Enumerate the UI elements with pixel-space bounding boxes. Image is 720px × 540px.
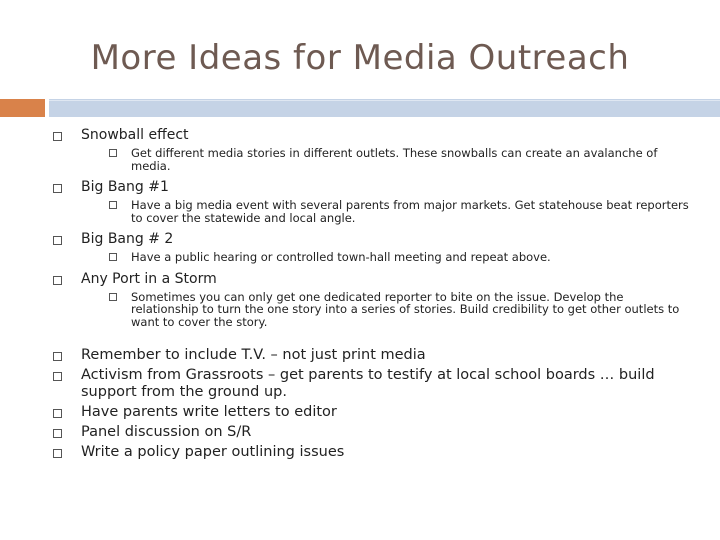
bullet-text: Big Bang #1 bbox=[81, 179, 169, 195]
sub-bullet-big-bang-2 bbox=[106, 251, 692, 264]
sub-bullet-text: Sometimes you can only get one dedicated reporter to bite on the issue. Develop the relationship to turn the one story into a series of stories. Build credibility to get other outlets to want to cover the story. bbox=[131, 289, 680, 329]
square-bullet-icon bbox=[53, 132, 62, 141]
bullet-text: Activism from Grassroots – get parents to testify at local school boards … build support from the ground up. bbox=[81, 367, 655, 400]
sub-bullet-snowball bbox=[106, 147, 692, 172]
slide-body bbox=[52, 125, 692, 461]
sub-bullet-text: Get different media stories in different outlets. These snowballs can create an avalanche of media. bbox=[131, 146, 658, 173]
bullet-text: Snowball effect bbox=[81, 127, 189, 143]
square-bullet-icon bbox=[109, 201, 117, 209]
slide-title: More Ideas for Media Outreach bbox=[90, 38, 630, 78]
title-divider-highlight bbox=[49, 100, 720, 101]
bullet-text: Any Port in a Storm bbox=[81, 270, 217, 287]
bullet-text: Remember to include T.V. – not just print media bbox=[81, 347, 426, 363]
bullet-text: Write a policy paper outlining issues bbox=[81, 444, 345, 460]
sub-bullet-any-port bbox=[106, 291, 692, 329]
square-bullet-icon bbox=[109, 149, 117, 157]
square-bullet-icon bbox=[53, 276, 62, 285]
bullet-include-tv bbox=[52, 347, 692, 364]
square-bullet-icon bbox=[53, 184, 62, 193]
title-accent-bar bbox=[0, 99, 45, 117]
bullet-big-bang-1 bbox=[52, 179, 692, 195]
sub-bullet-text: Have a big media event with several parents from major markets. Get statehouse beat reporters to cover the statewide and local angle. bbox=[131, 198, 689, 225]
bullet-text: Have parents write letters to editor bbox=[81, 404, 337, 420]
bullet-policy-paper bbox=[52, 444, 692, 461]
square-bullet-icon bbox=[53, 352, 62, 361]
sub-bullet-big-bang-1 bbox=[106, 199, 692, 224]
bullet-any-port-in-a-storm bbox=[52, 271, 692, 287]
bullet-text: Big Bang # 2 bbox=[81, 231, 174, 247]
title-divider-bar bbox=[49, 99, 720, 117]
bullet-letters-to-editor bbox=[52, 404, 692, 421]
bullet-panel-discussion bbox=[52, 424, 692, 441]
square-bullet-icon bbox=[53, 236, 62, 245]
bullet-text: Panel discussion on S/R bbox=[81, 424, 252, 440]
square-bullet-icon bbox=[53, 409, 62, 418]
bullet-big-bang-2 bbox=[52, 231, 692, 247]
bullet-activism-grassroots bbox=[52, 367, 692, 401]
square-bullet-icon bbox=[109, 293, 117, 301]
square-bullet-icon bbox=[53, 449, 62, 458]
sub-bullet-text: Have a public hearing or controlled town-hall meeting and repeat above. bbox=[131, 250, 551, 264]
bullet-snowball-effect bbox=[52, 127, 692, 143]
square-bullet-icon bbox=[109, 253, 117, 261]
square-bullet-icon bbox=[53, 372, 62, 381]
square-bullet-icon bbox=[53, 429, 62, 438]
